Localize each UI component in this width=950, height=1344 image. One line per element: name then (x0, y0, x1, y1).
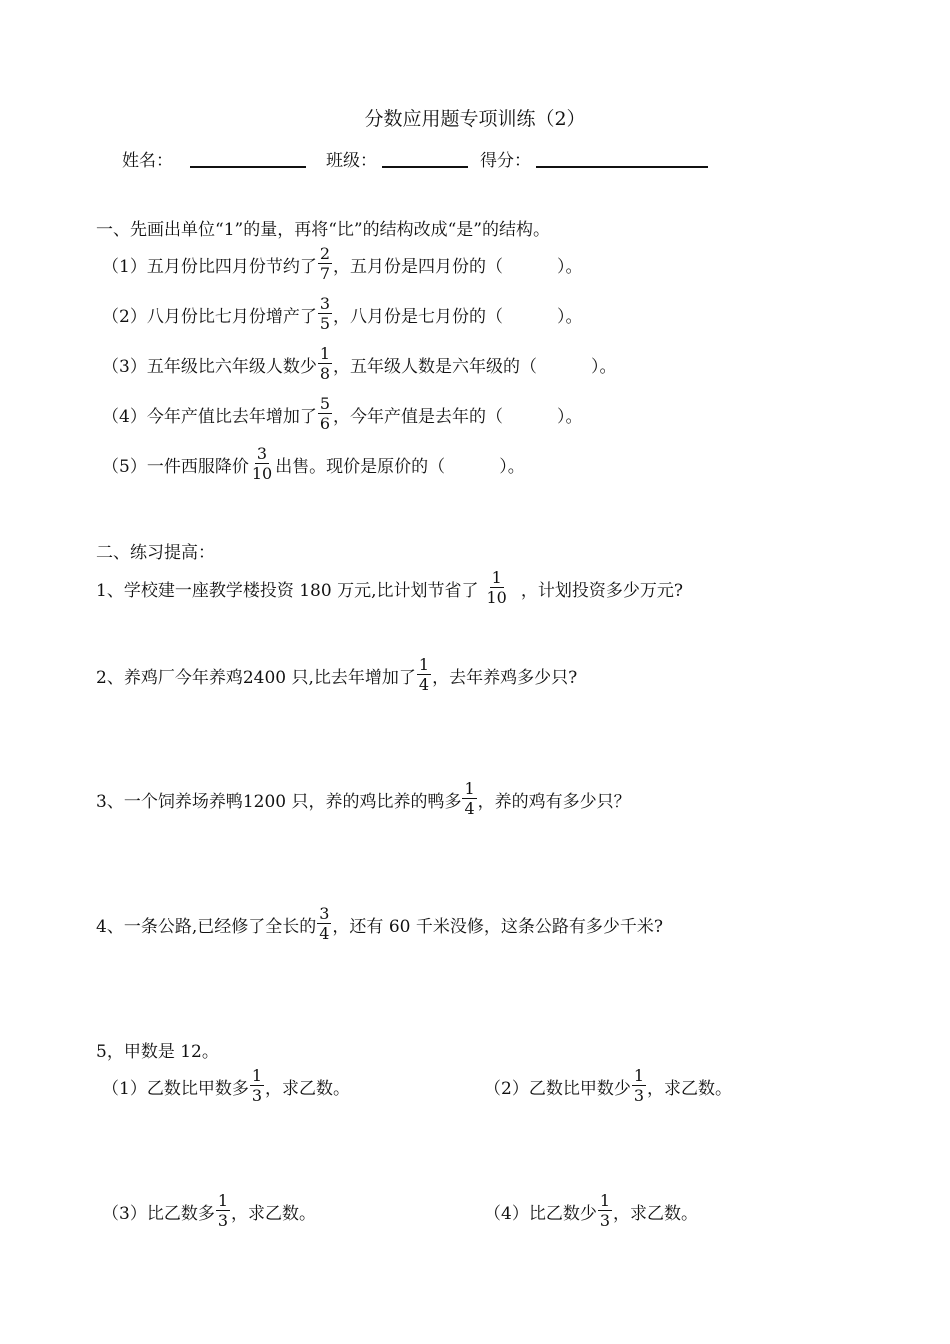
subproblem (484, 1193, 698, 1229)
fraction (318, 396, 332, 432)
subproblem (102, 1068, 350, 1104)
item-text: （2）八月份比七月份增产了 (102, 306, 317, 327)
problem-text: 3、一个饲养场养鸭1200 只，养的鸡比养的鸭多 (96, 791, 462, 812)
fraction-numerator: 1 (418, 655, 430, 674)
subproblem-text: （3）比乙数多 (102, 1203, 215, 1224)
fraction (462, 781, 476, 817)
subproblem-text: ，求乙数。 (647, 1078, 733, 1099)
subproblem-text: ，求乙数。 (231, 1203, 317, 1224)
problem5-heading: 5，甲数是 12。 (96, 1042, 219, 1062)
fraction-denominator: 3 (633, 1086, 645, 1105)
problem-text: 1、学校建一座教学楼投资 180 万元,比计划节省了 (96, 580, 479, 601)
item-text: ，今年产值是去年的（ ）。 (333, 406, 583, 427)
section1-heading: 一、先画出单位“1”的量，再将“比”的结构改成“是”的结构。 (96, 220, 550, 240)
fraction (318, 246, 332, 282)
fraction-denominator: 4 (319, 924, 330, 943)
item-text: ，八月份是七月份的（ ）。 (333, 306, 583, 327)
name-label: 姓名： (122, 151, 173, 171)
fraction-denominator: 6 (319, 414, 331, 433)
subproblem-text: （4）比乙数少 (484, 1203, 597, 1224)
fraction-denominator: 3 (217, 1211, 229, 1230)
problem (96, 906, 663, 942)
fraction-numerator: 1 (217, 1191, 229, 1210)
section1-item (102, 296, 583, 332)
section1-item (102, 346, 617, 382)
fraction-denominator: 4 (418, 675, 430, 694)
fraction-numerator: 1 (464, 779, 475, 798)
fraction-numerator: 1 (319, 344, 331, 363)
item-text: （4）今年产值比去年增加了 (102, 406, 317, 427)
subproblem-text: ，求乙数。 (265, 1078, 351, 1099)
problem-text: ，计划投资多少万元? (520, 580, 683, 601)
problem-text: ，还有 60 千米没修，这条公路有多少千米? (332, 916, 663, 937)
item-text: ，五年级人数是六年级的（ ）。 (333, 356, 617, 377)
subproblem (102, 1193, 316, 1229)
problem-text: 4、一条公路,已经修了全长的 (96, 916, 317, 937)
page-title: 分数应用题专项训练（2） (364, 108, 586, 130)
fraction (317, 906, 331, 942)
problem (96, 657, 577, 693)
subproblem-text: （1）乙数比甲数多 (102, 1078, 249, 1099)
item-text: （3）五年级比六年级人数少 (102, 356, 317, 377)
subproblem-text: ，求乙数。 (613, 1203, 699, 1224)
fraction (484, 570, 508, 606)
class-field[interactable] (382, 166, 468, 168)
fraction-denominator: 7 (319, 264, 331, 283)
item-text: （1）五月份比四月份节约了 (102, 256, 317, 277)
section1-item (102, 246, 583, 282)
fraction (250, 446, 274, 482)
fraction-numerator: 5 (319, 394, 331, 413)
section1-item (102, 396, 583, 432)
section1-item (102, 446, 525, 482)
subproblem (484, 1068, 732, 1104)
item-text: 出售。现价是原价的（ ）。 (275, 456, 525, 477)
name-field[interactable] (190, 166, 306, 168)
fraction (250, 1068, 264, 1104)
fraction-numerator: 1 (599, 1191, 611, 1210)
fraction-denominator: 10 (251, 464, 273, 483)
problem-text: ，去年养鸡多少只? (432, 667, 578, 688)
section2-heading: 二、练习提高： (96, 543, 215, 563)
fraction-numerator: 1 (491, 568, 502, 587)
fraction-numerator: 1 (633, 1066, 645, 1085)
fraction-numerator: 3 (319, 294, 331, 313)
problem-text: 2、养鸡厂今年养鸡2400 只,比去年增加了 (96, 667, 416, 688)
fraction-denominator: 5 (319, 314, 331, 333)
subproblem-text: （2）乙数比甲数少 (484, 1078, 631, 1099)
fraction (417, 657, 431, 693)
problem-text: ，养的鸡有多少只？ (477, 791, 631, 812)
fraction (216, 1193, 230, 1229)
class-label: 班级： (326, 151, 377, 171)
problem (96, 570, 683, 606)
fraction-denominator: 3 (599, 1211, 611, 1230)
fraction (632, 1068, 646, 1104)
fraction (318, 296, 332, 332)
item-text: （5）一件西服降价 (102, 456, 249, 477)
score-field[interactable] (536, 166, 708, 168)
fraction-denominator: 8 (319, 364, 331, 383)
fraction (318, 346, 332, 382)
fraction-numerator: 3 (319, 904, 330, 923)
fraction (598, 1193, 612, 1229)
item-text: ，五月份是四月份的（ ）。 (333, 256, 583, 277)
fraction-numerator: 1 (251, 1066, 263, 1085)
problem (96, 781, 631, 817)
fraction-denominator: 10 (486, 588, 507, 607)
fraction-denominator: 4 (464, 799, 475, 818)
fraction-denominator: 3 (251, 1086, 263, 1105)
score-label: 得分： (480, 151, 531, 171)
fraction-numerator: 3 (256, 444, 268, 463)
fraction-numerator: 2 (319, 244, 331, 263)
